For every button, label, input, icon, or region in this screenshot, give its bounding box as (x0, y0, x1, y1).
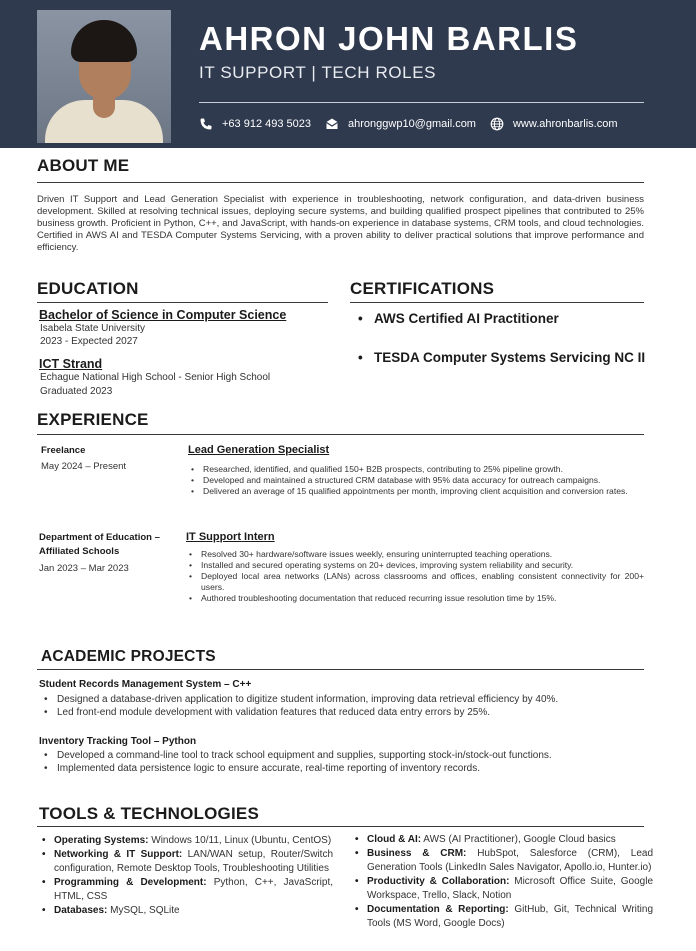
experience-date-2: Jan 2023 – Mar 2023 (39, 563, 129, 574)
certifications-heading: CERTIFICATIONS (350, 279, 495, 298)
envelope-icon (325, 117, 339, 131)
education-school-1: Isabela State University (40, 323, 146, 334)
education-heading: EDUCATION (37, 279, 139, 298)
experience-role-2: IT Support Intern (186, 531, 275, 543)
about-rule (37, 182, 644, 183)
project-bullet: • Led front-end module development with validation features that reduced data entry errors by 25%. (39, 706, 647, 719)
projects-rule (37, 669, 644, 670)
globe-icon (490, 117, 504, 131)
tool-item: • Networking & IT Support: LAN/WAN setup, Router/Switch configuration, Remote Desktop Tools, Troubleshooting Utilities (39, 848, 333, 876)
education-degree-1: Bachelor of Science in Computer Science (39, 308, 287, 322)
tools-heading: TOOLS & TECHNOLOGIES (39, 804, 259, 823)
experience-bullet: • Authored troubleshooting documentation that reduced recurring issue resolution time by 15%. (186, 593, 644, 604)
full-name: AHRON JOHN BARLIS (199, 20, 579, 57)
education-school-2: Echague National High School - Senior High School (40, 372, 271, 383)
header-divider (199, 102, 644, 103)
contact-row (199, 115, 632, 133)
tool-item: • Databases: MySQL, SQLite (39, 904, 333, 918)
experience-bullet: • Resolved 30+ hardware/software issues weekly, ensuring uninterrupted teaching operations. (186, 549, 644, 560)
about-text: Driven IT Support and Lead Generation Specialist with experience in troubleshooting, network configuration, and data-driven business development. Skilled at resolving technical issues, deploying secure systems, and building qualified prospect pipelines that contributed to 25% business growth. Proficient in Python, C++, and JavaScript, with hands-on experience in database systems, CRM tools, and cloud technologies. Certified in AWS AI and TESDA Computer Systems Servicing, with a proven ability to deliver practical solutions that improve performance and efficiency. (37, 194, 644, 253)
experience-org-2: Department of Education – Affiliated Schools (39, 532, 160, 557)
experience-role-1: Lead Generation Specialist (188, 444, 330, 456)
website-link[interactable]: www.ahronbarlis.com (512, 118, 618, 130)
experience-bullet: • Installed and secured operating systems on 20+ devices, improving system reliability and security. (186, 560, 644, 571)
experience-rule (37, 434, 644, 435)
experience-bullet: • Deployed local area networks (LANs) across classrooms and offices, enabling consistent connectivity for 200+ users. (186, 571, 644, 593)
email-address[interactable]: ahronggwp10@gmail.com (348, 118, 476, 130)
experience-bullets-2 (186, 549, 644, 604)
photo-hair (71, 20, 137, 62)
project-bullet: • Developed a command-line tool to track school equipment and supplies, supporting stock-in/stock-out functions. (39, 749, 647, 762)
project-bullets-1 (39, 693, 647, 719)
experience-bullet: • Developed and maintained a structured CRM database with 95% data accuracy for outreach campaigns. (188, 475, 644, 486)
tools-rule (37, 826, 644, 827)
certification-text: TESDA Computer Systems Servicing NC II (374, 350, 646, 365)
certification-item: • AWS Certified AI Practitioner (358, 310, 648, 327)
tool-item: • Business & CRM: HubSpot, Salesforce (CRM), Lead Generation Tools (LinkedIn Sales Navigator, Apollo.io, Hunter.io) (352, 847, 653, 875)
tool-item: • Productivity & Collaboration: Microsoft Office Suite, Google Workspace, Trello, Slack, Notion (352, 875, 653, 903)
phone-number[interactable]: +63 912 493 5023 (222, 118, 312, 130)
tool-item: • Documentation & Reporting: GitHub, Git, Technical Writing Tools (MS Word, Google Docs) (352, 903, 653, 931)
experience-bullets-1 (188, 464, 644, 497)
about-heading: ABOUT ME (37, 156, 130, 175)
tools-left-list (39, 834, 333, 918)
project-name-1: Student Records Management System – C++ (39, 679, 252, 690)
education-date-1: 2023 - Expected 2027 (40, 336, 138, 347)
project-bullets-2 (39, 749, 647, 775)
education-date-2: Graduated 2023 (40, 386, 113, 397)
project-name-2: Inventory Tracking Tool – Python (39, 736, 197, 747)
experience-heading: EXPERIENCE (37, 410, 149, 429)
job-subtitle: IT SUPPORT | TECH ROLES (199, 63, 437, 82)
experience-bullet: • Researched, identified, and qualified 150+ B2B prospects, contributing to 25% pipeline growth. (188, 464, 644, 475)
profile-photo (37, 10, 171, 143)
tool-item: • Cloud & AI: AWS (AI Practitioner), Google Cloud basics (352, 833, 653, 847)
experience-bullet: • Delivered an average of 15 qualified appointments per month, improving client acquisition and conversion rates. (188, 486, 644, 497)
certification-text: AWS Certified AI Practitioner (374, 311, 559, 326)
project-bullet: • Implemented data persistence logic to ensure accurate, real-time reporting of inventory records. (39, 762, 647, 775)
resume-header (0, 0, 696, 148)
project-bullet: • Designed a database-driven application to digitize student information, improving data retrieval efficiency by 40%. (39, 693, 647, 706)
tool-item: • Operating Systems: Windows 10/11, Linux (Ubuntu, CentOS) (39, 834, 333, 848)
experience-org-1: Freelance (41, 445, 86, 456)
experience-date-1: May 2024 – Present (41, 461, 127, 472)
education-degree-2: ICT Strand (39, 357, 103, 371)
projects-heading: ACADEMIC PROJECTS (41, 648, 216, 665)
certifications-rule (350, 302, 644, 303)
tool-item: • Programming & Development: Python, C++, JavaScript, HTML, CSS (39, 876, 333, 904)
education-rule (37, 302, 328, 303)
tools-right-list (352, 833, 653, 931)
certification-item: • TESDA Computer Systems Servicing NC II (358, 349, 648, 366)
phone-icon (199, 117, 213, 131)
